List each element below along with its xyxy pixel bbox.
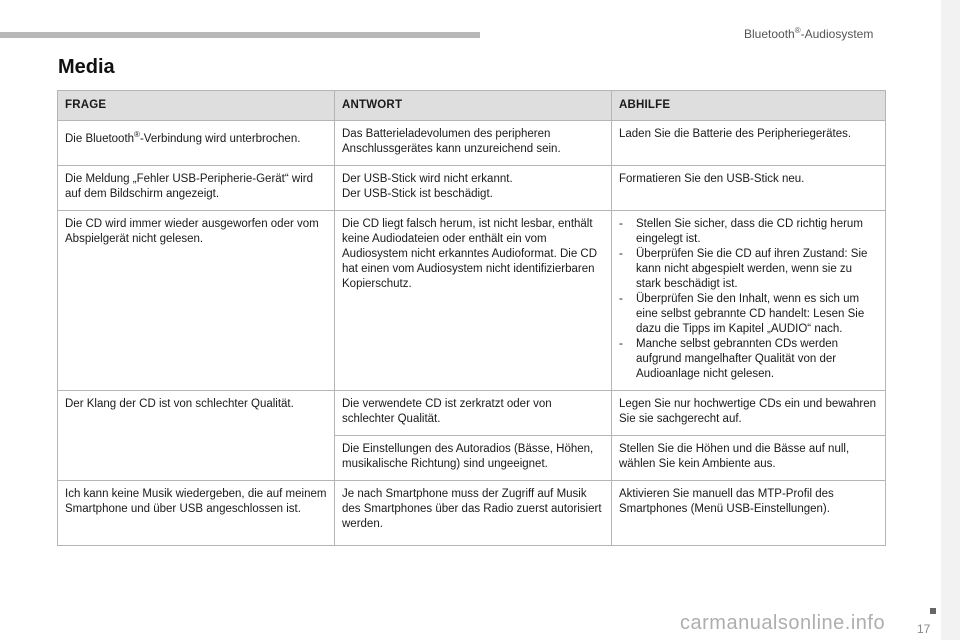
page-number: 17: [917, 622, 931, 636]
answer-cell: Der USB-Stick wird nicht erkannt. Der USB-Stick ist beschädigt.: [335, 166, 612, 211]
question-cell: Ich kann keine Musik wiedergeben, die auf meinem Smartphone und über USB angeschlossen ist.: [58, 481, 335, 546]
table-row: [58, 481, 886, 546]
remedy-cell: Formatieren Sie den USB-Stick neu.: [612, 166, 886, 211]
question-cell: Die CD wird immer wieder ausgeworfen oder vom Abspielgerät nicht gelesen.: [58, 211, 335, 391]
remedy-cell: Stellen Sie die Höhen und die Bässe auf null, wählen Sie kein Ambiente aus.: [612, 436, 886, 481]
answer-cell: Die verwendete CD ist zerkratzt oder von schlechter Qualität.: [335, 391, 612, 436]
table-header-row: [58, 91, 886, 121]
answer-cell: Das Batterieladevolumen des peripheren Anschlussgerätes kann unzureichend sein.: [335, 121, 612, 166]
page-title: Media: [58, 56, 115, 78]
column-header-answer: ANTWORT: [335, 91, 612, 121]
header-bar: [0, 32, 480, 38]
table-row: [58, 391, 886, 436]
list-item: - Überprüfen Sie den Inhalt, wenn es sich um eine selbst gebrannte CD handelt: Lesen Sie dazu die Tipps im Kapitel „AUDIO“ nach.: [619, 292, 878, 337]
page-edge-strip: [941, 0, 960, 640]
remedy-cell: Laden Sie die Batterie des Peripheriegerätes.: [612, 121, 886, 166]
question-cell: Die Meldung „Fehler USB-Peripherie-Gerät“ wird auf dem Bildschirm angezeigt.: [58, 166, 335, 211]
remedy-cell: Legen Sie nur hochwertige CDs ein und bewahren Sie sie sachgerecht auf.: [612, 391, 886, 436]
faq-table: [57, 90, 886, 546]
answer-cell: Die CD liegt falsch herum, ist nicht lesbar, enthält keine Audiodateien oder enthält ein vom Audiosystem nicht erkanntes Audioformat. Die CD hat einen vom Audiosystem nicht identifizierbaren Kopierschutz.: [335, 211, 612, 391]
question-cell: Der Klang der CD ist von schlechter Qualität.: [58, 391, 335, 481]
table-row: [58, 121, 886, 166]
column-header-question: FRAGE: [58, 91, 335, 121]
column-header-remedy: ABHILFE: [612, 91, 886, 121]
question-cell: Die Bluetooth®-Verbindung wird unterbrochen.: [58, 121, 335, 166]
remedy-list: [619, 217, 878, 382]
section-title: Bluetooth®-Audiosystem: [744, 26, 874, 41]
footer-marker: [930, 608, 936, 614]
watermark: carmanualsonline.info: [680, 612, 886, 634]
answer-cell: Die Einstellungen des Autoradios (Bässe, Höhen, musikalische Richtung) sind ungeeignet.: [335, 436, 612, 481]
remedy-cell: Aktivieren Sie manuell das MTP-Profil des Smartphones (Menü USB-Einstellungen).: [612, 481, 886, 546]
list-item: - Überprüfen Sie die CD auf ihren Zustand: Sie kann nicht abgespielt werden, wenn sie zu stark beschädigt ist.: [619, 247, 878, 292]
answer-cell: Je nach Smartphone muss der Zugriff auf Musik des Smartphones über das Radio zuerst autorisiert werden.: [335, 481, 612, 546]
remedy-cell: [612, 211, 886, 391]
list-item: - Stellen Sie sicher, dass die CD richtig herum eingelegt ist.: [619, 217, 878, 247]
list-item: - Manche selbst gebrannten CDs werden aufgrund mangelhafter Qualität von der Audioanlage nicht gelesen.: [619, 337, 878, 382]
table-row: [58, 166, 886, 211]
table-row: [58, 211, 886, 391]
